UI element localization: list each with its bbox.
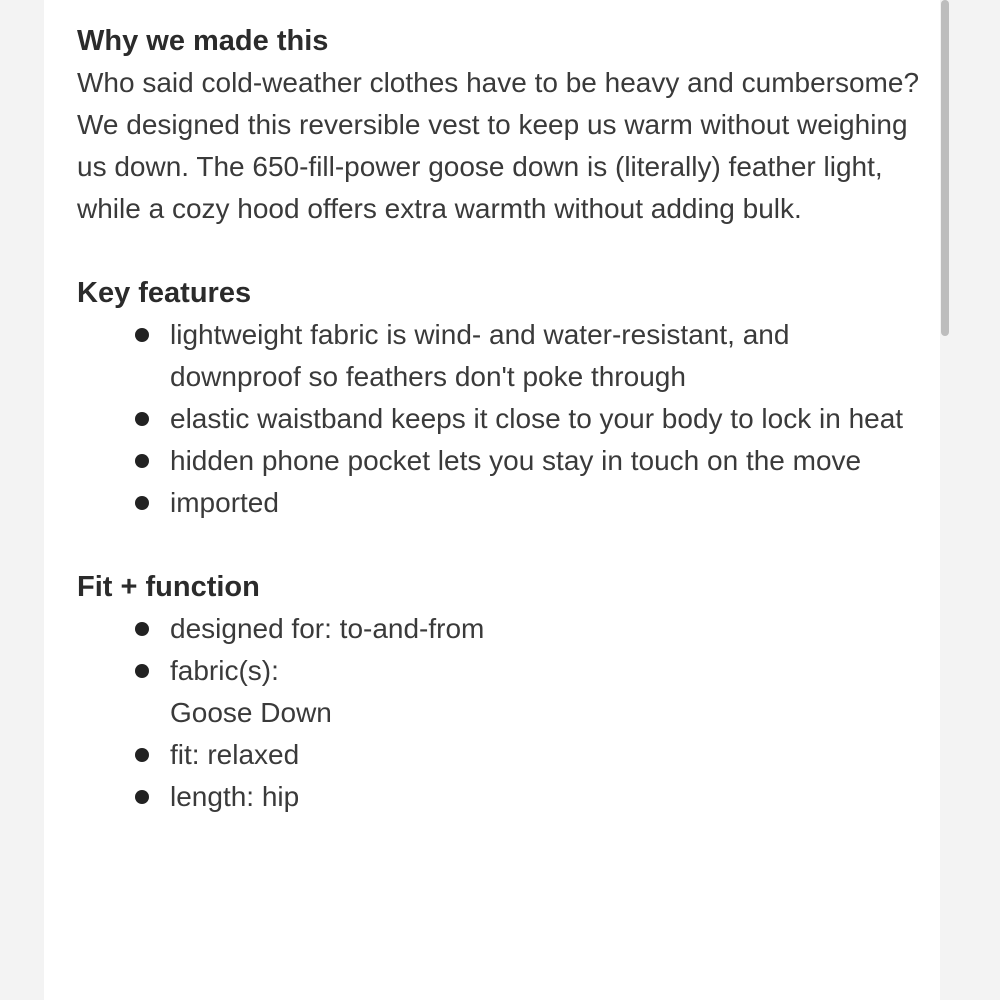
- bullet-icon: [135, 496, 149, 510]
- list-item-text: designed for: to-and-from: [170, 613, 485, 644]
- list-item-text: lightweight fabric is wind- and water-resistant, and downproof so feathers don't poke through: [170, 319, 790, 392]
- list-item: [77, 608, 927, 650]
- fit-list: [77, 608, 927, 818]
- section-heading-features: Key features: [77, 277, 252, 309]
- list-item-text: imported: [170, 487, 279, 518]
- key-features-section: [77, 272, 927, 524]
- list-item-text: length: hip: [170, 781, 300, 812]
- list-item: [77, 650, 927, 734]
- list-item: [77, 440, 927, 482]
- section-heading-why: Why we made this: [77, 25, 329, 57]
- list-item-text: elastic waistband keeps it close to your body to lock in heat: [170, 403, 904, 434]
- features-list: [77, 314, 927, 524]
- list-item-text: hidden phone pocket lets you stay in touch on the move: [170, 445, 862, 476]
- list-item-text: Goose Down: [170, 697, 332, 728]
- product-details-content: [77, 20, 927, 860]
- fit-function-section: [77, 566, 927, 818]
- bullet-icon: [135, 622, 149, 636]
- list-item: [77, 398, 927, 440]
- bullet-icon: [135, 328, 149, 342]
- bullet-icon: [135, 412, 149, 426]
- list-item: [77, 314, 927, 398]
- list-item: [77, 482, 927, 524]
- list-item-text: fit: relaxed: [170, 739, 300, 770]
- product-details-panel: [44, 0, 940, 1000]
- bullet-icon: [135, 748, 149, 762]
- vertical-scrollbar[interactable]: [941, 0, 949, 336]
- list-item-text: fabric(s):: [170, 655, 279, 686]
- bullet-icon: [135, 664, 149, 678]
- list-item: [77, 776, 927, 818]
- list-item: [77, 734, 927, 776]
- why-paragraph: Who said cold-weather clothes have to be heavy and cumbersome? We designed this reversible vest to keep us warm without weighing us down. The 650-fill-power goose down is (literally) feather light, while a cozy hood offers extra warmth without adding bulk.: [77, 67, 920, 224]
- why-we-made-this-section: [77, 20, 927, 230]
- bullet-icon: [135, 790, 149, 804]
- section-heading-fit: Fit + function: [77, 571, 260, 603]
- bullet-icon: [135, 454, 149, 468]
